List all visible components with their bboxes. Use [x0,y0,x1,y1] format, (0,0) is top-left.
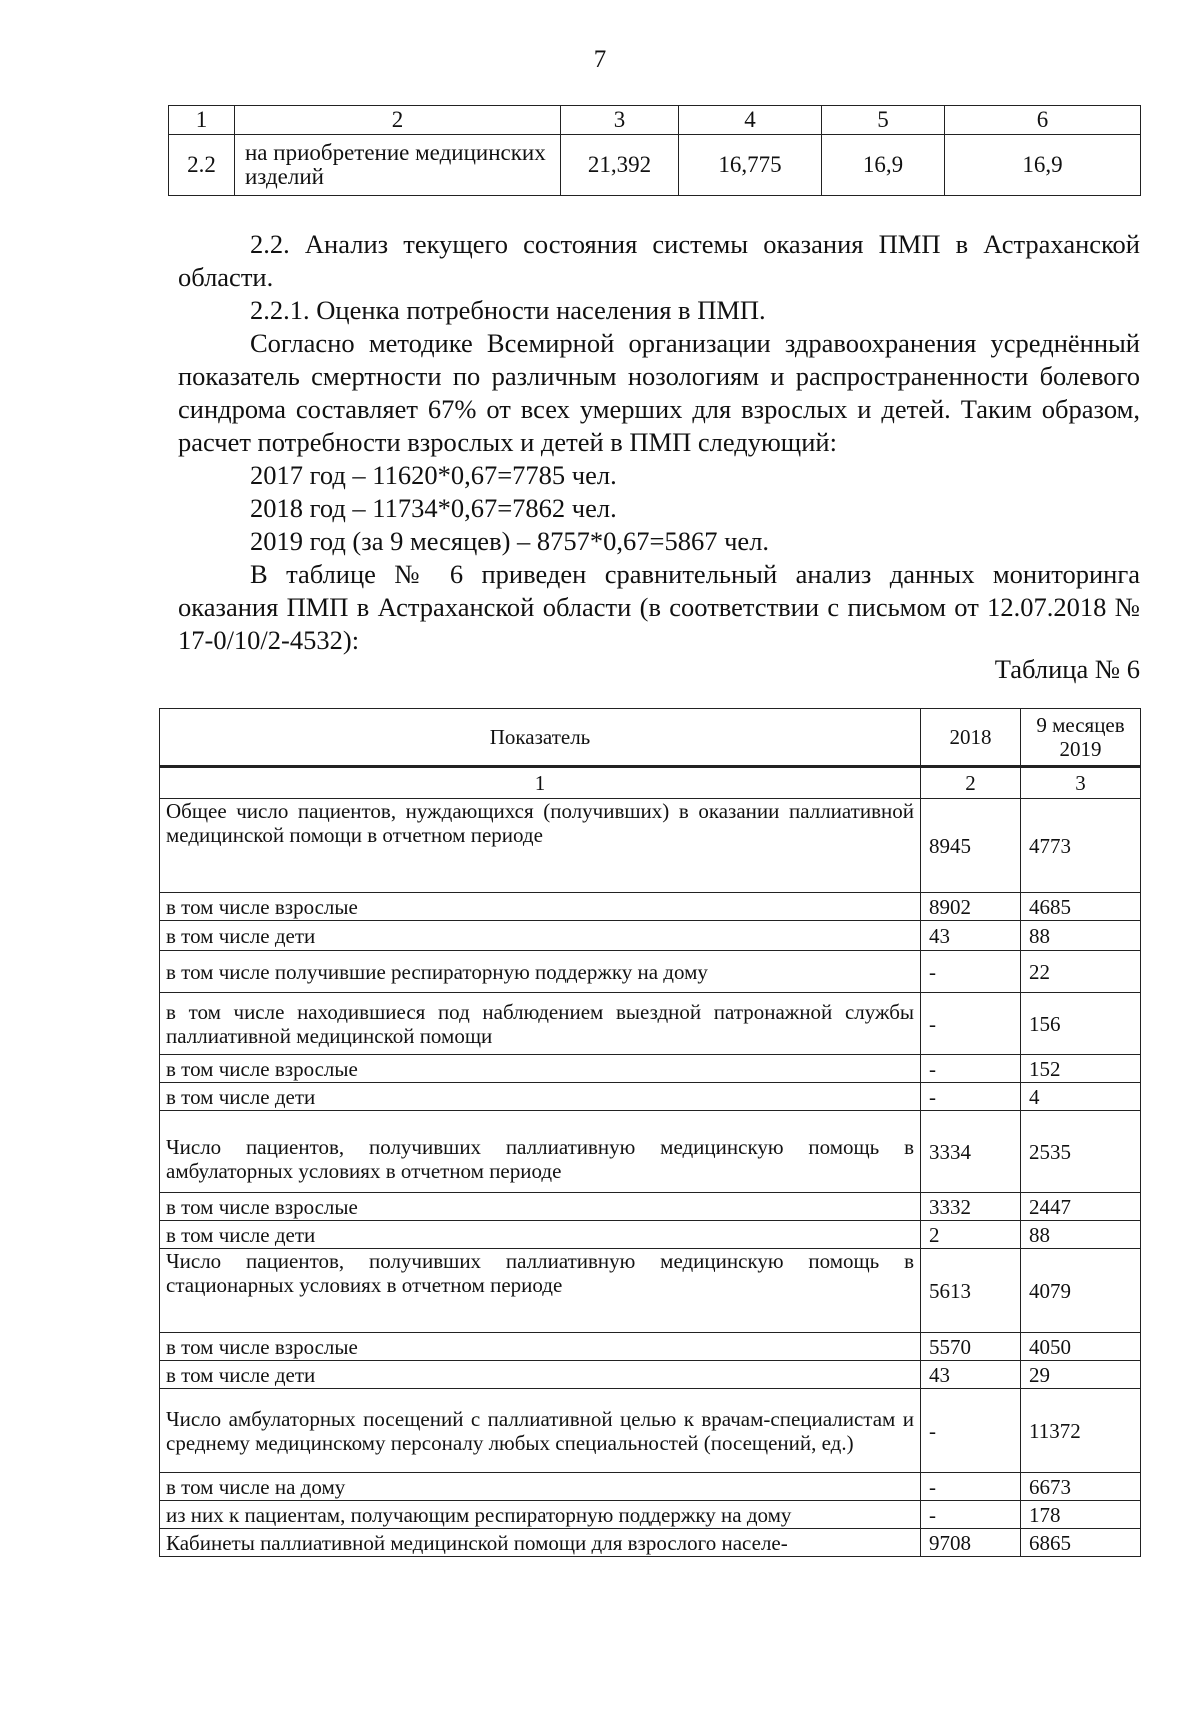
row-label: из них к пациентам, получающим респираторную поддержку на дому [160,1501,921,1529]
value-2018: 8902 [921,893,1021,921]
column-numbers-row [160,767,1141,799]
row-label: в том числе взрослые [160,893,921,921]
paragraph: В таблице № 6 приведен сравнительный анализ данных мониторинга оказания ПМП в Астраханской области (в соответствии с письмом от 12.07.2018 № 17-0/10/2-4532): [178,559,1140,655]
top-table-header-cell: 2 [235,106,561,135]
table-row [160,1055,1141,1083]
top-table-header-cell: 4 [679,106,822,135]
row-value: 21,392 [561,135,679,196]
value-2019: 6673 [1021,1473,1141,1501]
value-2019: 11372 [1021,1389,1141,1473]
value-2019: 156 [1021,993,1141,1055]
value-2018: - [921,951,1021,993]
value-2019: 4773 [1021,799,1141,893]
table-row [160,1529,1141,1557]
value-2019: 22 [1021,951,1141,993]
table-row [160,1111,1141,1193]
value-2019: 4079 [1021,1249,1141,1333]
value-2019: 2447 [1021,1193,1141,1221]
header-9-months-2019: 9 месяцев 2019 [1021,709,1141,767]
value-2018: - [921,1055,1021,1083]
value-2019: 88 [1021,1221,1141,1249]
row-label: в том числе получившие респираторную поддержку на дому [160,951,921,993]
table-row [160,1083,1141,1111]
column-number: 2 [921,767,1021,799]
body-text [178,228,1140,657]
row-label: в том числе на дому [160,1473,921,1501]
value-2018: 2 [921,1221,1021,1249]
calc-line-2018: 2018 год – 11734*0,67=7862 чел. [250,493,617,523]
table-row [160,1221,1141,1249]
table-row [160,1389,1141,1473]
table-row [160,1361,1141,1389]
row-label: Число пациентов, получивших паллиативную медицинскую помощь в амбулаторных условиях в отчетном периоде [160,1111,921,1193]
row-number: 2.2 [169,135,235,196]
main-table [159,708,1141,1557]
value-2019: 88 [1021,921,1141,951]
row-value: 16,9 [822,135,945,196]
row-label: в том числе взрослые [160,1193,921,1221]
table-row [160,951,1141,993]
row-value: 16,775 [679,135,822,196]
header-indicator: Показатель [160,709,921,767]
value-2019: 6865 [1021,1529,1141,1557]
value-2019: 4050 [1021,1333,1141,1361]
value-2018: - [921,1083,1021,1111]
main-table-header-row [160,709,1141,767]
row-label: Число пациентов, получивших паллиативную медицинскую помощь в стационарных условиях в отчетном периоде [160,1249,921,1333]
calc-line-2017: 2017 год – 11620*0,67=7785 чел. [250,460,617,490]
page-number: 7 [593,46,607,73]
column-number: 3 [1021,767,1141,799]
table-caption: Таблица № 6 [994,654,1140,684]
row-label: в том числе находившиеся под наблюдением выездной патронажной службы паллиативной медицинской помощи [160,993,921,1055]
table-row [160,893,1141,921]
top-table-header-cell: 3 [561,106,679,135]
top-table-header-cell: 6 [945,106,1141,135]
top-table [168,105,1141,196]
table-row [160,1473,1141,1501]
row-label: в том числе дети [160,1083,921,1111]
value-2019: 178 [1021,1501,1141,1529]
table-row [160,1249,1141,1333]
header-2018: 2018 [921,709,1021,767]
table-row [160,1501,1141,1529]
row-label: в том числе взрослые [160,1333,921,1361]
row-label: Общее число пациентов, нуждающихся (получивших) в оказании паллиативной медицинской помощи в отчетном периоде [160,799,921,893]
section-heading: 2.2. Анализ текущего состояния системы оказания ПМП в Астраханской области. [178,229,1140,292]
row-label: в том числе взрослые [160,1055,921,1083]
paragraph: Согласно методике Всемирной организации здравоохранения усреднённый показатель смертности по различным нозологиям и распространенности болевого синдрома составляет 67% от всех умерших для взрослых и детей. Таким образом, расчет потребности взрослых и детей в ПМП следующий: [178,328,1140,457]
value-2019: 152 [1021,1055,1141,1083]
value-2018: 5613 [921,1249,1021,1333]
value-2019: 29 [1021,1361,1141,1389]
row-name: на приобретение медицинских изделий [235,135,561,196]
value-2019: 4 [1021,1083,1141,1111]
row-label: Кабинеты паллиативной медицинской помощи для взрослого населе- [160,1529,921,1557]
value-2018: - [921,1501,1021,1529]
top-table-header-cell: 5 [822,106,945,135]
value-2018: 43 [921,1361,1021,1389]
value-2019: 4685 [1021,893,1141,921]
top-table-row [169,135,1141,196]
row-label: в том числе дети [160,921,921,951]
value-2018: 3334 [921,1111,1021,1193]
value-2018: - [921,993,1021,1055]
value-2018: - [921,1389,1021,1473]
value-2018: 43 [921,921,1021,951]
subsection-heading: 2.2.1. Оценка потребности населения в ПМП. [250,295,766,325]
row-label: в том числе дети [160,1221,921,1249]
table-row [160,1193,1141,1221]
row-value: 16,9 [945,135,1141,196]
table-row [160,921,1141,951]
value-2019: 2535 [1021,1111,1141,1193]
table-row [160,1333,1141,1361]
column-number: 1 [160,767,921,799]
row-label: Число амбулаторных посещений с паллиативной целью к врачам-специалистам и среднему медицинскому персоналу любых специальностей (посещений, ед.) [160,1389,921,1473]
value-2018: 3332 [921,1193,1021,1221]
value-2018: - [921,1473,1021,1501]
row-label: в том числе дети [160,1361,921,1389]
top-table-header-row [169,106,1141,135]
value-2018: 9708 [921,1529,1021,1557]
calc-line-2019: 2019 год (за 9 месяцев) – 8757*0,67=5867 чел. [250,526,770,556]
value-2018: 5570 [921,1333,1021,1361]
table-row [160,993,1141,1055]
top-table-header-cell: 1 [169,106,235,135]
table-row [160,799,1141,893]
value-2018: 8945 [921,799,1021,893]
